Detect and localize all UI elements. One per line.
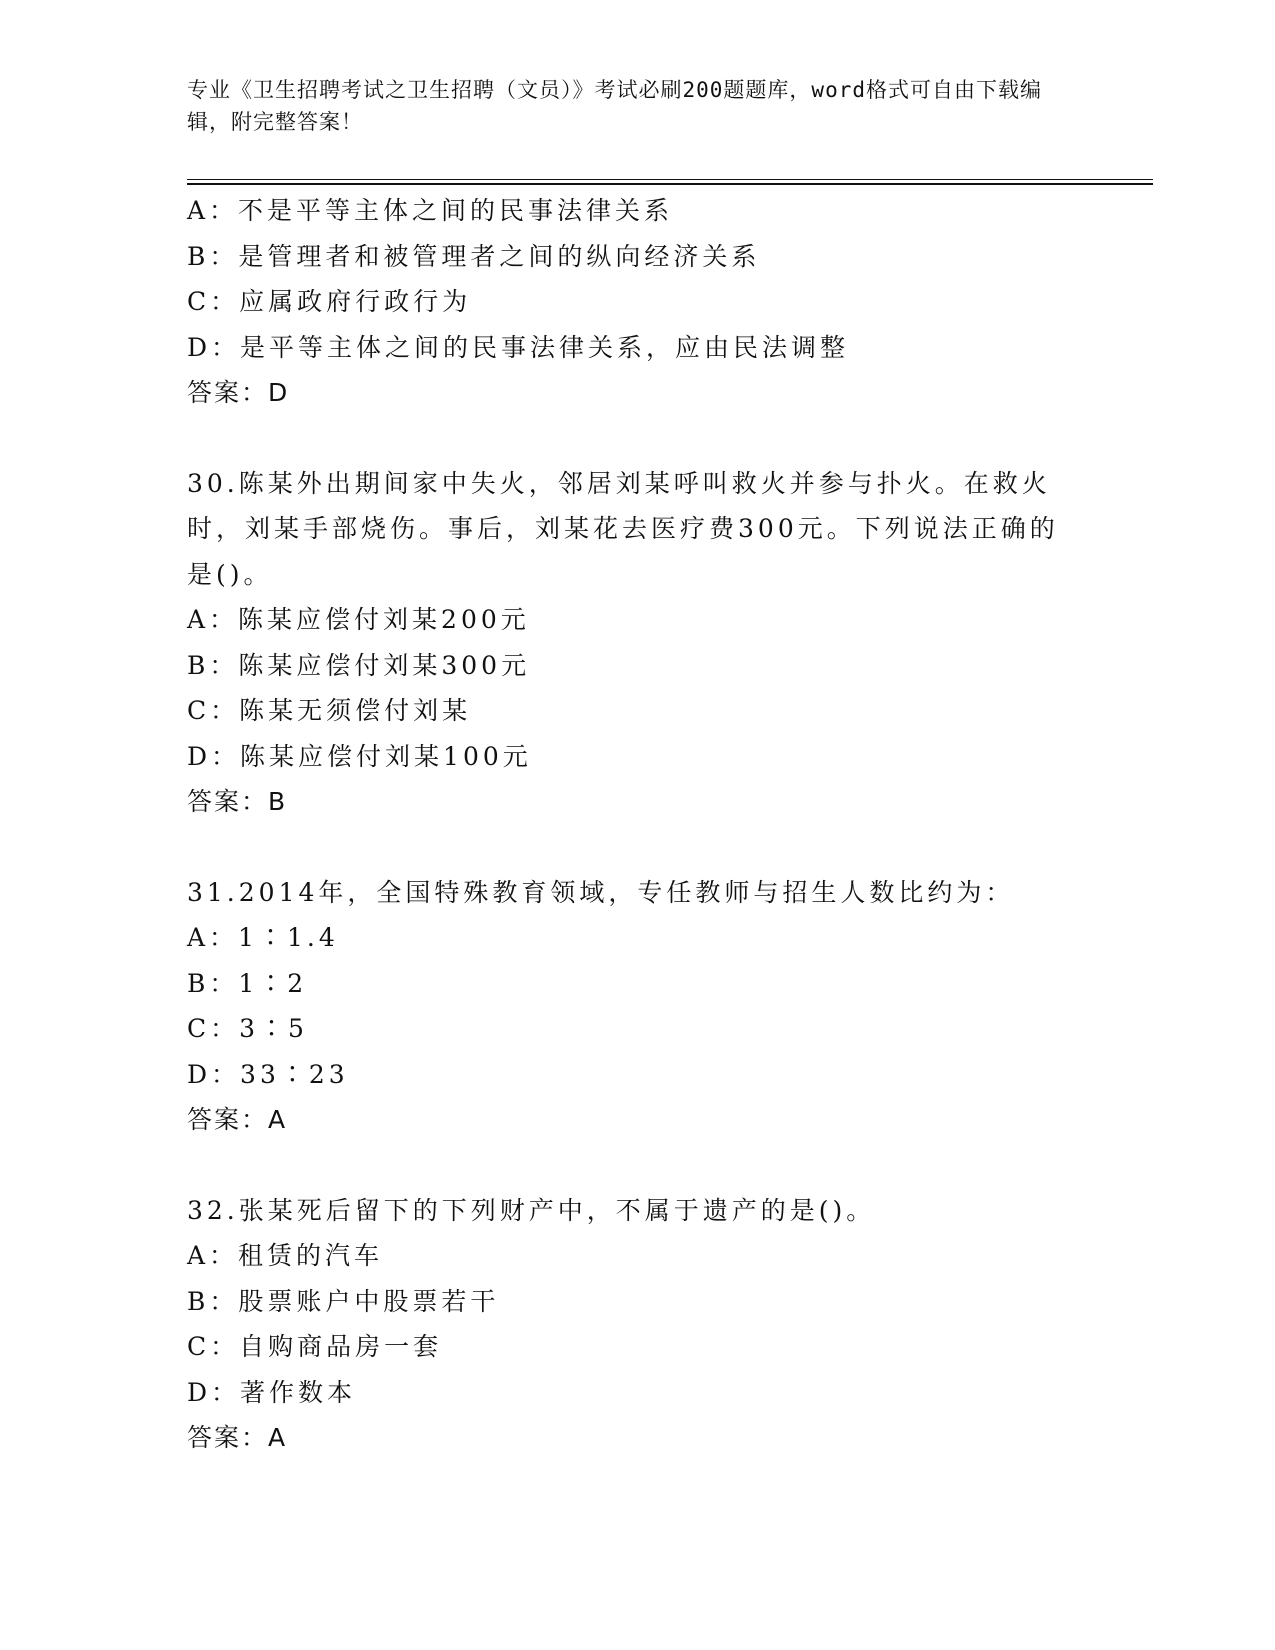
option-a: A：陈某应偿付刘某200元 (187, 605, 530, 634)
spacer (187, 1143, 1087, 1188)
option-c: C：自购商品房一套 (187, 1332, 443, 1361)
option-b: B：是管理者和被管理者之间的纵向经济关系 (187, 241, 761, 271)
answer-line: 答案：A (187, 1105, 288, 1134)
option-d: D：33∶23 (187, 1059, 349, 1089)
question-stem: 31.2014年，全国特殊教育领域，专任教师与招生人数比约为： (187, 877, 1015, 907)
option-c: C：陈某无须偿付刘某 (187, 696, 472, 725)
question-block-30 (187, 461, 1087, 825)
document-header: 专业《卫生招聘考试之卫生招聘（文员）》考试必刷200题题库，word格式可自由下载编辑，附完整答案！ (187, 78, 1042, 134)
answer-line: 答案：A (187, 1423, 288, 1452)
option-a: A：不是平等主体之间的民事法律关系 (187, 196, 674, 225)
option-d: D：是平等主体之间的民事法律关系，应由民法调整 (187, 332, 850, 362)
option-c: C：应属政府行政行为 (187, 287, 472, 316)
question-stem: 32.张某死后留下的下列财产中，不属于遗产的是()。 (187, 1195, 876, 1225)
header-rule-thin (187, 179, 1153, 180)
answer-line: 答案：D (187, 378, 290, 407)
header-rule-thick (187, 183, 1153, 185)
question-stem: 30.陈某外出期间家中失火，邻居刘某呼叫救火并参与扑火。在救火时，刘某手部烧伤。事后，刘某花去医疗费300元。下列说法正确的是()。 (187, 468, 1059, 589)
spacer (187, 825, 1087, 870)
option-b: B：陈某应偿付刘某300元 (187, 650, 531, 680)
question-block-29 (187, 188, 1087, 416)
spacer (187, 416, 1087, 461)
question-block-31 (187, 870, 1087, 1143)
option-b: B：股票账户中股票若干 (187, 1286, 500, 1316)
question-block-32 (187, 1188, 1087, 1461)
option-c: C：3∶5 (187, 1014, 308, 1043)
option-a: A：租赁的汽车 (187, 1241, 384, 1270)
option-d: D：著作数本 (187, 1377, 357, 1407)
option-a: A：1∶1.4 (187, 923, 339, 952)
answer-line: 答案：B (187, 787, 288, 816)
question-content (187, 188, 1087, 1461)
option-b: B：1∶2 (187, 968, 308, 998)
option-d: D：陈某应偿付刘某100元 (187, 741, 532, 771)
